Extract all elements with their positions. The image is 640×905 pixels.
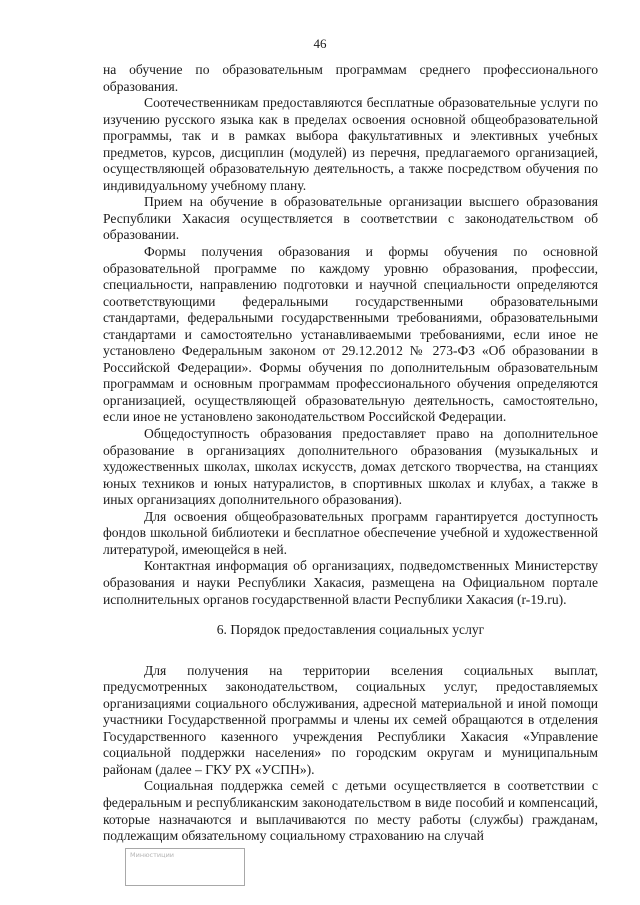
paragraph: Социальная поддержка семей с детьми осуществляется в соответствии с федеральным и республиканским законодательством в виде пособий и компенсаций, которые назначаются и выплачиваются по месту работы (службы) гражданам, подлежащим обязательному социальному страхованию на случай — [103, 778, 598, 844]
stamp-line: Минюстиции — [130, 851, 175, 859]
section-heading: 6. Порядок предоставления социальных услуг — [216, 622, 485, 638]
paragraph: на обучение по образовательным программам среднего профессионального образования. — [103, 62, 598, 94]
paragraph: Формы получения образования и формы обучения по основной образовательной программе по каждому уровню образования, профессии, специальности, направлению подготовки и научной специальности определяются соответствующими федеральными государственными образовательными стандартами, федеральными государственными требованиями, образовательными стандартами и самостоятельно устанавливаемыми требованиями, если иное не установлено Федеральным законом от 29.12.2012 № 273-ФЗ «Об образовании в Российской Федерации». Формы обучения по дополнительным образовательным программам и основным программам профессионального обучения определяются организацией, осуществляющей образовательную деятельность, самостоятельно, если иное не установлено законодательством Российской Федерации. — [103, 244, 598, 425]
paragraph: Для получения на территории вселения социальных выплат, предусмотренных законодательством, социальных услуг, предоставляемых организациями социального обслуживания, адресной материальной и иной помощи участники Государственной программы и члены их семей обращаются в отделения Государственного казенного учреждения Республики Хакасия «Управление социальной поддержки населения» по городским округам и муниципальным районам (далее – ГКУ РХ «УСПН»). — [103, 662, 598, 777]
paragraph: Общедоступность образования предоставляет право на дополнительное образование в организациях дополнительного образования (музыкальных и художественных школах, школах искусств, домах детского творчества, на станциях юных техников и юных натуралистов, в спортивных школах и клубах, а также в иных организациях дополнительного образования). — [103, 426, 598, 508]
page-number: 46 — [313, 36, 327, 51]
paragraph: Соотечественникам предоставляются бесплатные образовательные услуги по изучению русского языка как в пределах освоения основной общеобразовательной программы, так и в рамках выбора факультативных и элективных учебных предметов, курсов, дисциплин (модулей) из перечня, предлагаемого организацией, осуществляющей образовательную деятельность, а также посредством обучения по индивидуальному учебному плану. — [103, 95, 598, 193]
paragraph: Контактная информация об организациях, подведомственных Министерству образования и науки Республики Хакасия, размещена на Официальном портале исполнительных органов государственной власти Республики Хакасия (r-19.ru). — [103, 558, 598, 607]
registration-stamp — [125, 848, 245, 886]
document-body — [103, 62, 598, 845]
paragraph: Для освоения общеобразовательных программ гарантируется доступность фондов школьной библиотеки и бесплатное обеспечение учебной и художественной литературой, имеющейся в ней. — [103, 508, 598, 557]
paragraph: Прием на обучение в образовательные организации высшего образования Республики Хакасия осуществляется в соответствии с законодательством об образовании. — [103, 194, 598, 243]
